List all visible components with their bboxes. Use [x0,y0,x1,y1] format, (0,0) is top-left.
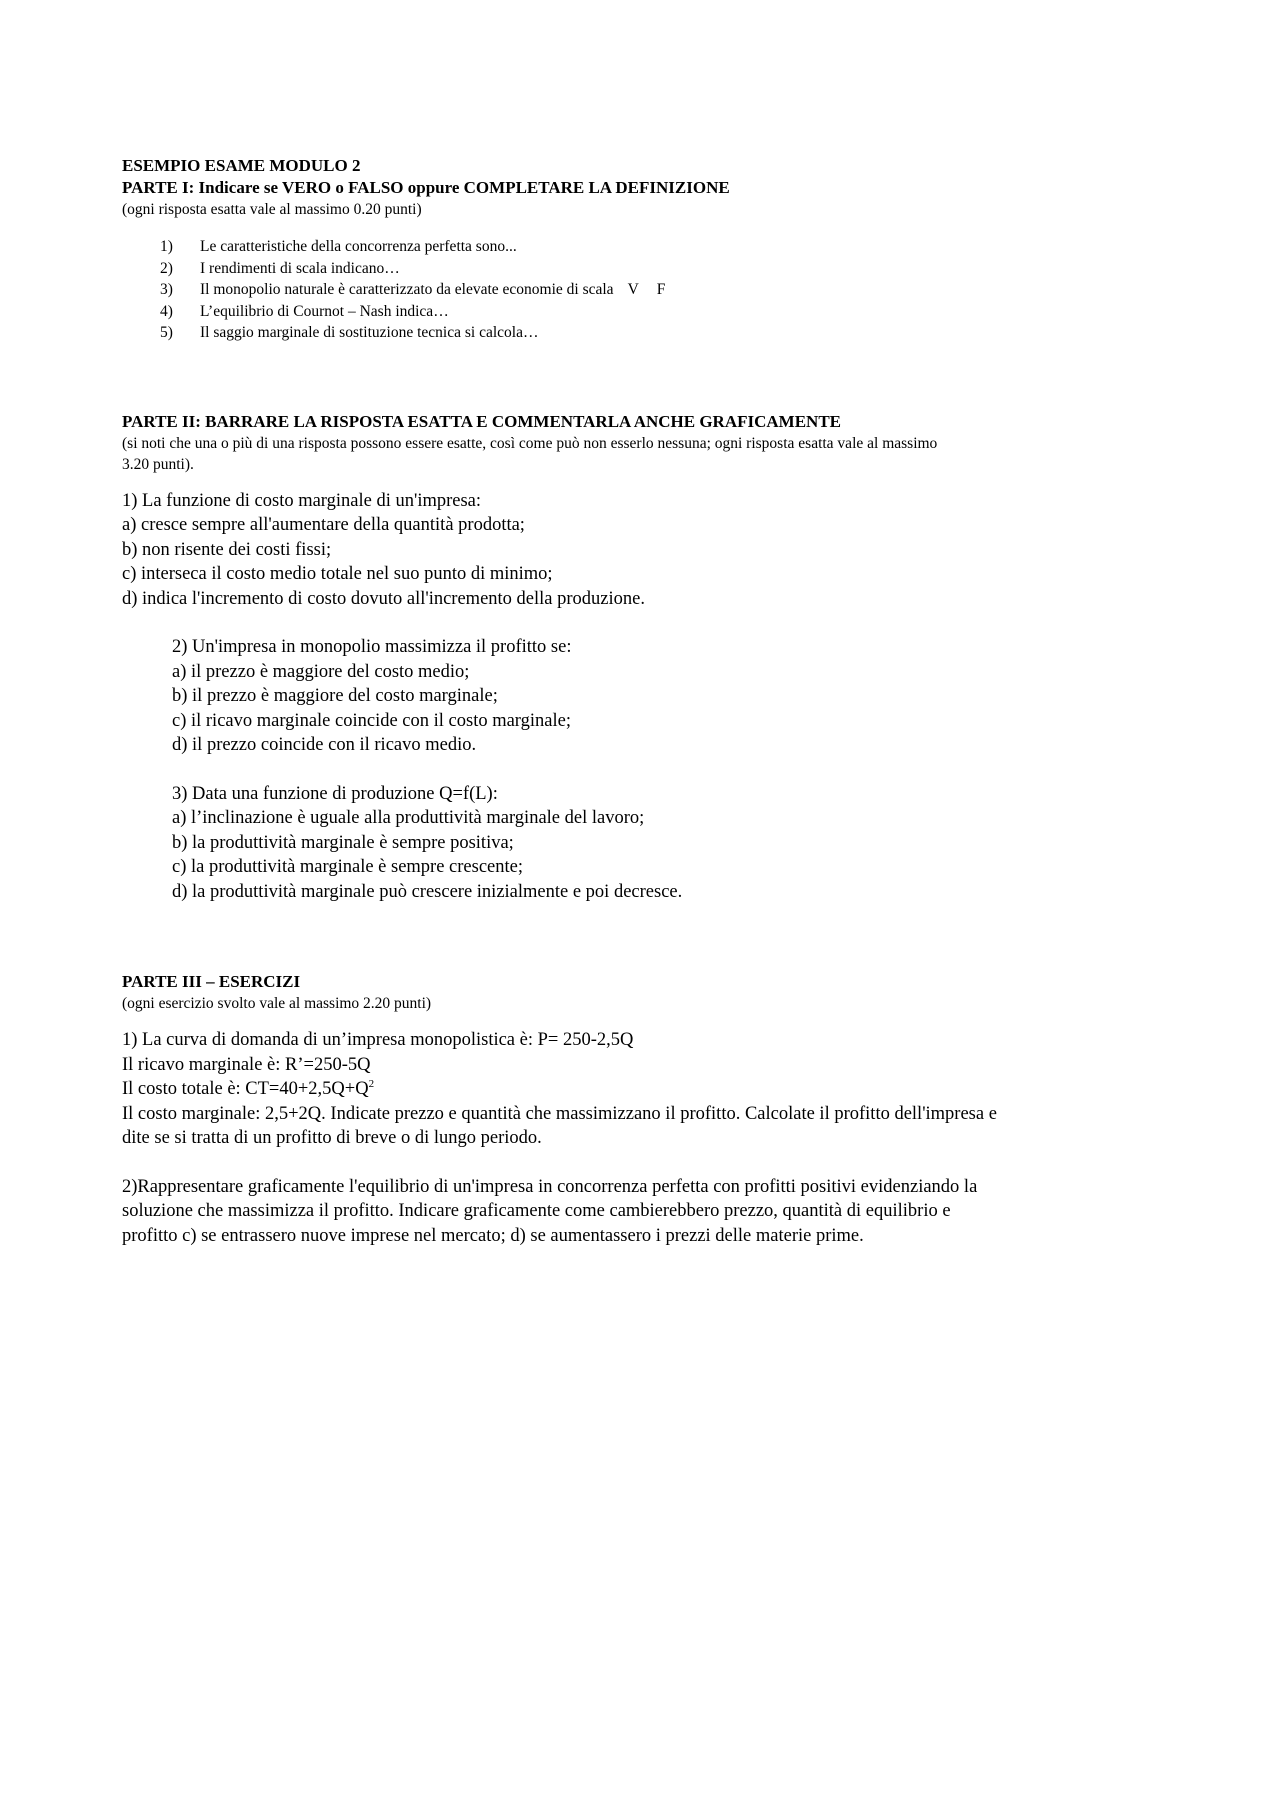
answer-option: b) il prezzo è maggiore del costo marginale; [172,686,498,706]
list-item: 1) Le caratteristiche della concorrenza perfetta sono... [160,238,517,255]
part3-note: (ogni esercizio svolto vale al massimo 2.20 punti) [122,995,432,1012]
list-item: 5) Il saggio marginale di sostituzione tecnica si calcola… [160,324,539,341]
answer-option: d) la produttività marginale può crescere inizialmente e poi decresce. [172,881,683,902]
question-text: 1) La funzione di costo marginale di un'impresa: [122,490,482,511]
part1-heading: PARTE I: Indicare se VERO o FALSO oppure COMPLETARE LA DEFINIZIONE [122,178,730,197]
true-option: V [627,281,639,298]
exponent: 2 [368,1077,375,1090]
answer-option: d) il prezzo coincide con il ricavo medio. [172,735,477,755]
exercise-1: 1) La curva di domanda di un’impresa monopolistica è: P= 250-2,5Q Il ricavo marginale è: R’=250-5Q Il costo totale è: $CT=40+2,5Q+Q^2$ Il costo marginale: 2,5+2Q. Indicate prezzo e quantità che massimizzano il profitto. Calcolate il profitto dell'impresa e dite se si tratta di un profitto di breve o di lungo periodo. [122,1030,997,1148]
answer-option: b) non risente dei costi fissi; [122,539,332,560]
answer-option: d) indica l'incremento di costo dovuto all'incremento della produzione. [122,588,645,609]
answer-option: c) il ricavo marginale coincide con il costo marginale; [172,710,571,731]
question-block-2 [122,635,1162,758]
part2-heading: PARTE II: BARRARE LA RISPOSTA ESATTA E COMMENTARLA ANCHE GRAFICAMENTE [122,411,842,431]
part1-list [122,236,1162,344]
list-item: 3) Il monopolio naturale è caratterizzato da elevate economie di scala V F [122,279,1162,301]
part2-section [122,411,1162,905]
answer-option: b) la produttività marginale è sempre positiva; [172,832,514,853]
answer-option: a) cresce sempre all'aumentare della quantità prodotta; [122,515,525,535]
exam-title: ESEMPIO ESAME MODULO 2 [122,156,361,175]
list-item: 4) L’equilibrio di Cournot – Nash indica… [160,302,449,320]
part2-note-line1: (si noti che una o più di una risposta possono essere esatte, così come può non esserlo nessuna; ogni risposta esatta vale al massimo [122,434,938,452]
part1-note: (ogni risposta esatta vale al massimo 0.20 punti) [122,201,422,218]
question-block-1 [122,489,1162,612]
question-block-3 [122,782,1162,905]
exam-page [122,155,1162,1248]
part3-section [122,971,1162,1248]
part3-heading: PARTE III – ESERCIZI [122,972,301,991]
answer-option: c) la produttività marginale è sempre crescente; [172,857,524,877]
list-item: 2) I rendimenti di scala indicano… [160,259,400,277]
answer-option: a) il prezzo è maggiore del costo medio; [172,661,470,682]
part2-note-line2: 3.20 punti). [122,455,194,473]
answer-option: c) interseca il costo medio totale nel suo punto di minimo; [122,564,553,584]
question-text: 2) Un'impresa in monopolio massimizza il profitto se: [172,637,572,657]
true-false-choice [628,279,666,301]
false-option: F [656,281,666,298]
answer-option: a) l’inclinazione è uguale alla produttività marginale del lavoro; [172,808,645,828]
exercise-2: 2)Rappresentare graficamente l'equilibrio di un'impresa in concorrenza perfetta con profitti positivi evidenziando la soluzione che massimizza il profitto. Indicare graficamente come cambierebbero prezzo, quantità di equilibrio e profitto c) se entrassero nuove imprese nel mercato; d) se aumentassero i prezzi delle materie prime. [122,1176,978,1246]
question-text: 3) Data una funzione di produzione Q=f(L): [172,783,498,804]
